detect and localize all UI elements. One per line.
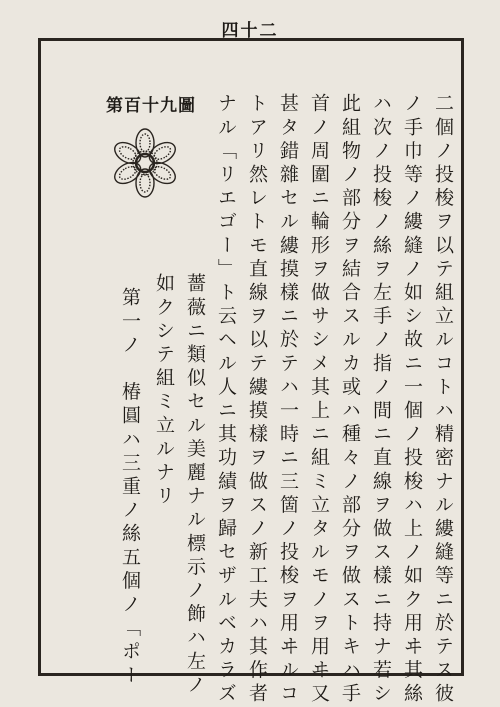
text-column-4: 此組物ノ部分ヲ結合スルカ或ハ種々ノ部分ヲ做ストキハ手 <box>339 93 361 707</box>
text-column-9: 薔薇ニ類似セル美麗ナル標示ノ飾ハ左ノ <box>184 273 206 698</box>
text-column-5: 首ノ周圍ニ輪形ヲ做サシメ其上ニ組ミ立タルモノヲ用ヰ又 <box>308 93 330 707</box>
text-column-2: ノ手巾等ノ縷縫ノ如シ故ニ一個ノ投梭ハ上ノ如ク用ヰ其絲 <box>401 93 423 707</box>
figure-title: 第百十九圖 <box>106 96 196 116</box>
text-column-10: 如クシテ組ミ立ルナリ <box>153 273 175 509</box>
page-frame <box>38 38 464 707</box>
text-column-11: 第一ノ 椿圓ハ三重ノ絲五個ノ「ポー <box>119 287 141 689</box>
rosette-figure-image <box>105 123 185 203</box>
text-column-1: 二個ノ投梭ヲ以テ組立ルコトハ精密ナル縷縫等ニ於テス彼 <box>432 93 454 707</box>
text-column-6: 甚タ錯雜セル縷摸樣ニ於テハ一時ニ三箇ノ投梭ヲ用ヰルコ <box>277 93 299 707</box>
text-column-3: ハ次ノ投梭ノ絲ヲ左手ノ指ノ間ニ直線ヲ做ス樣ニ持ナ若シ <box>370 93 392 707</box>
text-column-8: ナル「リエゴー」ト云ヘル人ニ其功績ヲ歸セザルベカラズ <box>215 93 237 707</box>
page-number: 四十二 <box>221 21 279 41</box>
text-column-7: トアリ然レトモ直線ヲ以テ縷摸樣ヲ做スノ新工夫ハ其作者 <box>246 93 268 707</box>
